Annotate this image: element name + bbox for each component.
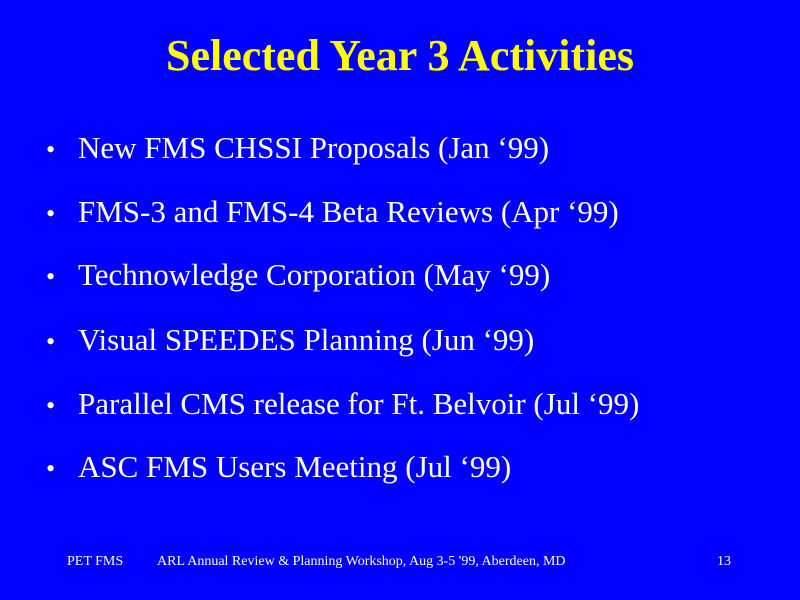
bullet-glyph: • bbox=[46, 391, 56, 420]
footer-event-label: ARL Annual Review & Planning Workshop, Aug 3-5 '99, Aberdeen, MD bbox=[157, 554, 566, 569]
bullet-glyph: • bbox=[46, 262, 56, 291]
bullet-text: Parallel CMS release for Ft. Belvoir (Jul ‘99) bbox=[78, 386, 640, 421]
bullet-glyph: • bbox=[46, 199, 56, 228]
bullet-text: Technowledge Corporation (May ‘99) bbox=[78, 257, 551, 292]
bullet-glyph: • bbox=[46, 327, 56, 356]
page-number: 13 bbox=[717, 554, 731, 569]
bullet-item bbox=[46, 447, 511, 487]
bullet-item bbox=[46, 384, 639, 424]
bullet-text: ASC FMS Users Meeting (Jul ‘99) bbox=[78, 449, 512, 484]
bullet-text: New FMS CHSSI Proposals (Jan ‘99) bbox=[78, 130, 550, 165]
bullet-item bbox=[46, 255, 550, 295]
footer-left-label: PET FMS bbox=[67, 554, 124, 569]
bullet-text: FMS-3 and FMS-4 Beta Reviews (Apr ‘99) bbox=[78, 194, 619, 229]
bullet-item bbox=[46, 128, 549, 168]
bullet-glyph: • bbox=[46, 454, 56, 483]
slide-title: Selected Year 3 Activities bbox=[166, 31, 634, 80]
bullet-item bbox=[46, 192, 619, 232]
bullet-glyph: • bbox=[46, 135, 56, 164]
bullet-text: Visual SPEEDES Planning (Jun ‘99) bbox=[78, 322, 535, 357]
bullet-item bbox=[46, 320, 534, 360]
